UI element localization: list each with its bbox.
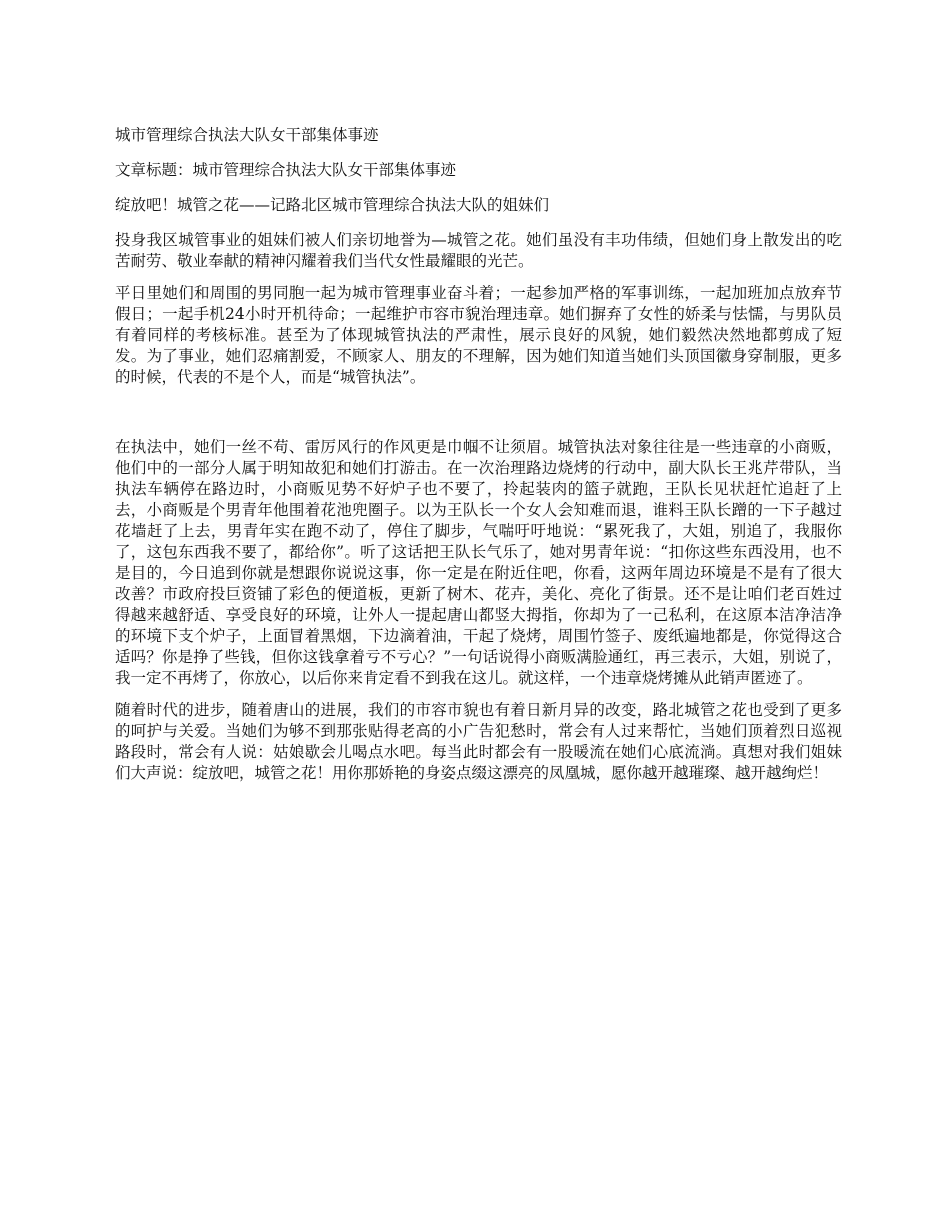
document-page	[115, 125, 842, 795]
paragraph-closing: 随着时代的进步，随着唐山的进展，我们的市容市貌也有着日新月异的改变，路北城管之花也受到了更多的呵护与关爱。当她们为够不到那张贴得老高的小广告犯愁时，常会有人过来帮忙，当她们顶着烈日巡视路段时，常会有人说：姑娘歇会儿喝点水吧。每当此时都会有一股暖流在她们心底流淌。真想对我们姐妹们大声说：绽放吧，城管之花！用你那娇艳的身姿点缀这漂亮的凤凰城，愿你越开越璀璨、越开越绚烂！	[115, 701, 842, 782]
paragraph-enforcement-story: 在执法中，她们一丝不苟、雷厉风行的作风更是巾帼不让须眉。城管执法对象往往是一些违章的小商贩，他们中的一部分人属于明知故犯和她们打游击。在一次治理路边烧烤的行动中，副大队长王兆芹带队，当执法车辆停在路边时，小商贩见势不好炉子也不要了，拎起装肉的篮子就跑，王队长见状赶忙追赶了上去，小商贩是个男青年他围着花池兜圈子。以为王队长一个女人会知难而退，谁料王队长蹭的一下子越过花墙赶了上去，男青年实在跑不动了，停住了脚步，气喘吁吁地说：“累死我了，大姐，别追了，我服你了，这包东西我不要了，都给你”。听了这话把王队长气乐了，她对男青年说：“扣你这些东西没用，也不是目的，今日追到你就是想跟你说说这事，你一定是在附近住吧，你看，这两年周边环境是不是有了很大改善？市政府投巨资铺了彩色的便道板，更新了树木、花卉，美化、亮化了街景。还不是让咱们老百姓过得越来越舒适、享受良好的环境，让外人一提起唐山都竖大拇指，你却为了一己私利，在这原本洁净洁净的环境下支个炉子，上面冒着黑烟，下边滴着油，干起了烧烤，周围竹签子、废纸遍地都是，你觉得这合适吗？你是挣了些钱，但你这钱拿着亏不亏心？”一句话说得小商贩满脸通红，再三表示，大姐，别说了，我一定不再烤了，你放心，以后你来肯定看不到我在这儿。就这样，一个违章烧烤摊从此销声匿迹了。	[115, 438, 842, 687]
paragraph-daily-work: 平日里她们和周围的男同胞一起为城市管理事业奋斗着；一起参加严格的军事训练，一起加班加点放弃节假日；一起手机24小时开机待命；一起维护市容市貌治理违章。她们摒弃了女性的娇柔与怯懦，与男队员有着同样的考核标准。甚至为了体现城管执法的严肃性，展示良好的风貌，她们毅然决然地都剪成了短发。为了事业，她们忍痛割爱，不顾家人、朋友的不理解，因为她们知道当她们头顶国徽身穿制服，更多的时候，代表的不是个人，而是“城管执法”。	[115, 284, 842, 386]
article-title: 文章标题：城市管理综合执法大队女干部集体事迹	[115, 161, 457, 179]
article-subtitle: 绽放吧！城管之花——记路北区城市管理综合执法大队的姐妹们	[115, 196, 550, 214]
paragraph-gap	[115, 399, 842, 437]
document-heading: 城市管理综合执法大队女干部集体事迹	[115, 126, 379, 144]
paragraph-intro: 投身我区城管事业的姐妹们被人们亲切地誉为—城管之花。她们虽没有丰功伟绩，但她们身上散发出的吃苦耐劳、敬业奉献的精神闪耀着我们当代女性最耀眼的光芒。	[115, 231, 842, 270]
